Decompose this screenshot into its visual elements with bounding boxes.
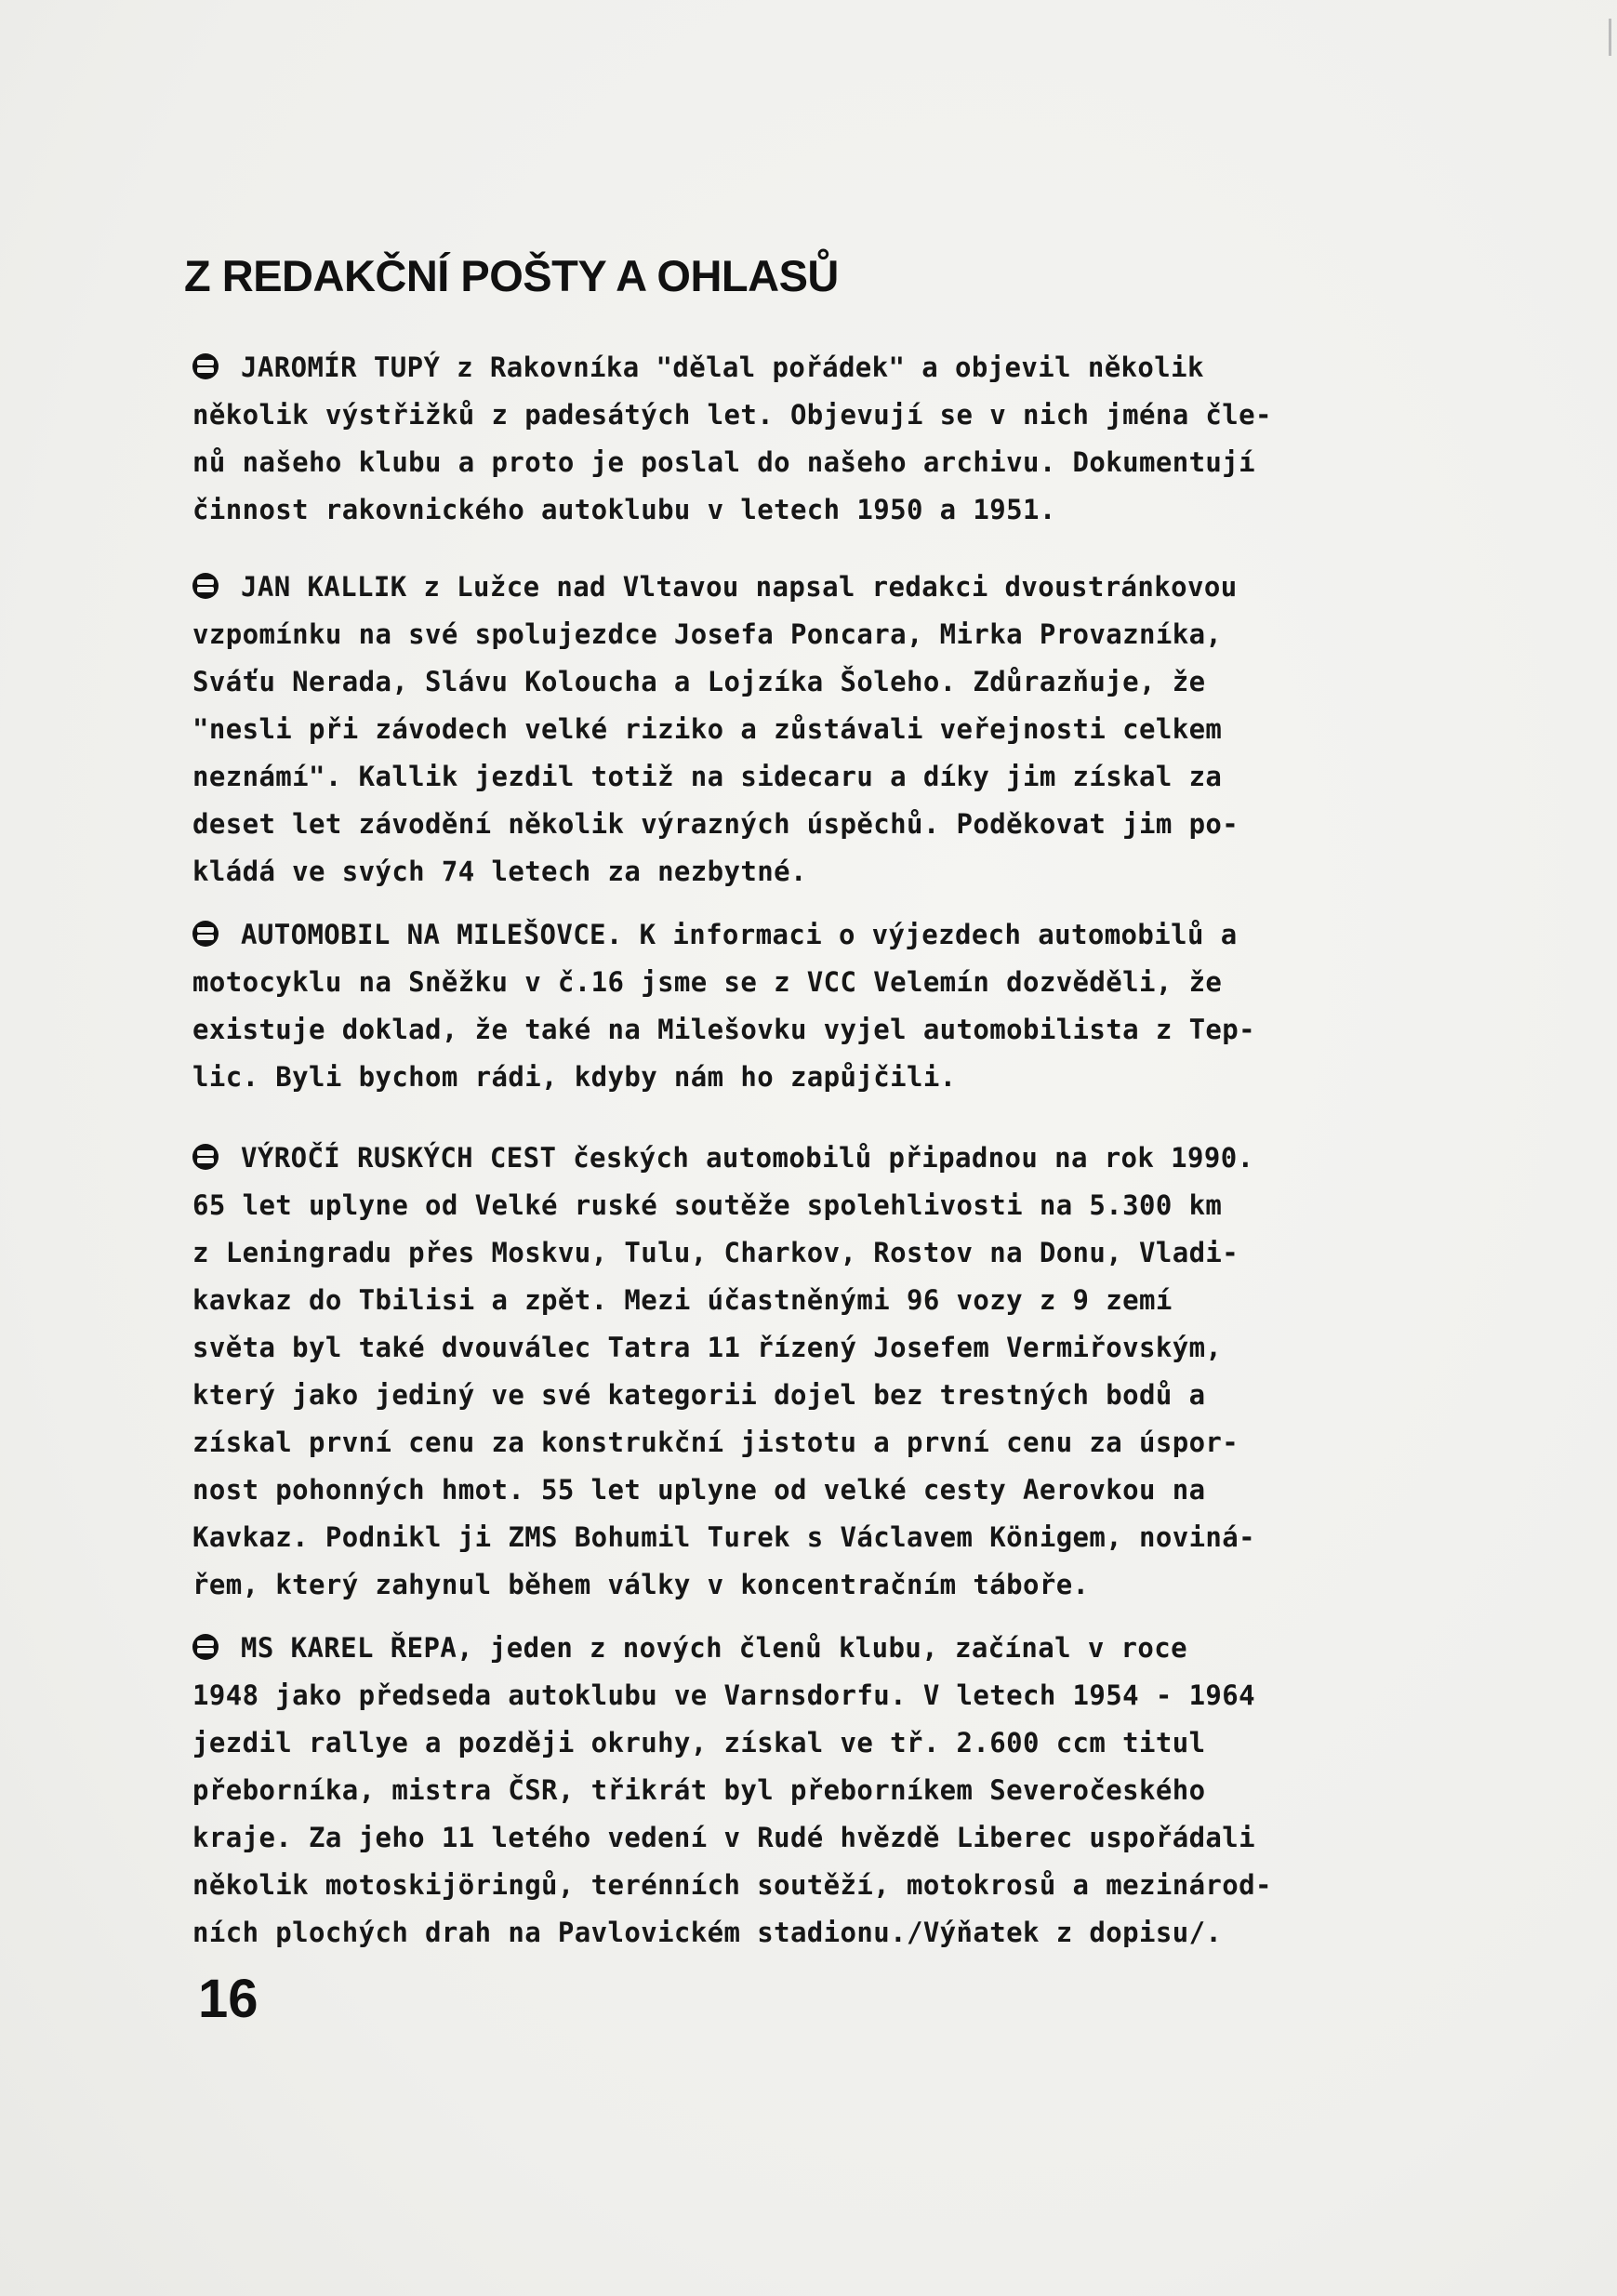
bullet-icon <box>192 921 219 947</box>
article-line: světa byl také dvouválec Tatra 11 řízený Josefem Vermiřovským, <box>192 1332 1223 1363</box>
article-line: "nesli při závodech velké riziko a zůstávali veřejnosti celkem <box>192 713 1223 745</box>
article-line: kraje. Za jeho 11 letého vedení v Rudé hvězdě Liberec uspořádali <box>192 1822 1256 1853</box>
article-jaromir-tupy <box>192 344 1420 534</box>
page-title: Z REDAKČNÍ POŠTY A OHLASŮ <box>184 251 839 301</box>
article-karel-repa <box>192 1625 1420 1957</box>
bullet-icon <box>192 573 219 599</box>
article-line: jezdil rallye a později okruhy, získal ve tř. 2.600 ccm titul <box>192 1727 1206 1758</box>
article-line: Kavkaz. Podnikl ji ZMS Bohumil Turek s Václavem Königem, noviná- <box>192 1521 1256 1553</box>
article-line: přeborníka, mistra ČSR, třikrát byl přeborníkem Severočeského <box>192 1774 1206 1806</box>
bullet-icon <box>192 1144 219 1170</box>
article-line: který jako jediný ve své kategorii dojel bez trestných bodů a <box>192 1379 1206 1411</box>
article-jan-kallik <box>192 564 1420 896</box>
article-line: ních plochých drah na Pavlovickém stadionu./Výňatek z dopisu/. <box>192 1917 1223 1948</box>
article-vyroci-ruskych-cest <box>192 1135 1420 1609</box>
article-line: vzpomínku na své spolujezdce Josefa Poncara, Mirka Provazníka, <box>192 618 1223 650</box>
bullet-icon <box>192 1634 219 1660</box>
article-line: několik motoskijöringů, terénních soutěží, motokrosů a mezinárod- <box>192 1869 1272 1901</box>
article-line: Sváťu Nerada, Slávu Koloucha a Lojzíka Šoleho. Zdůrazňuje, že <box>192 666 1206 697</box>
article-line: činnost rakovnického autoklubu v letech 1950 a 1951. <box>192 494 1056 525</box>
article-line: 1948 jako předseda autoklubu ve Varnsdorfu. V letech 1954 - 1964 <box>192 1679 1256 1711</box>
article-line: několik výstřižků z padesátých let. Objevují se v nich jména čle- <box>192 399 1272 431</box>
article-line: JAN KALLIK z Lužce nad Vltavou napsal redakci dvoustránkovou <box>192 564 1420 611</box>
article-line: lic. Byli bychom rádi, kdyby nám ho zapůjčili. <box>192 1061 957 1093</box>
article-line: získal první cenu za konstrukční jistotu a první cenu za úspor- <box>192 1427 1239 1458</box>
article-line: 65 let uplyne od Velké ruské soutěže spolehlivosti na 5.300 km <box>192 1189 1223 1221</box>
article-line: nost pohonných hmot. 55 let uplyne od velké cesty Aerovkou na <box>192 1474 1206 1506</box>
article-line: existuje doklad, že také na Milešovku vyjel automobilista z Tep- <box>192 1014 1256 1045</box>
bullet-icon <box>192 353 219 379</box>
article-line: JAROMÍR TUPÝ z Rakovníka "dělal pořádek" a objevil několik <box>192 344 1420 392</box>
article-line: řem, který zahynul během války v koncentračním táboře. <box>192 1569 1090 1600</box>
article-line: motocyklu na Sněžku v č.16 jsme se z VCC Velemín dozvěděli, že <box>192 966 1223 998</box>
page-number: 16 <box>198 1969 258 2029</box>
article-line: kládá ve svých 74 letech za nezbytné. <box>192 856 807 887</box>
article-line: neznámí". Kallik jezdil totiž na sidecaru a díky jim získal za <box>192 761 1223 792</box>
article-line: kavkaz do Tbilisi a zpět. Mezi účastněnými 96 vozy z 9 zemí <box>192 1284 1173 1316</box>
article-line: MS KAREL ŘEPA, jeden z nových členů klubu, začínal v roce <box>192 1625 1420 1672</box>
article-automobil-milesovka <box>192 911 1420 1101</box>
article-line: deset let závodění několik výrazných úspěchů. Poděkovat jim po- <box>192 808 1239 840</box>
article-line: nů našeho klubu a proto je poslal do našeho archivu. Dokumentují <box>192 446 1256 478</box>
article-line: z Leningradu přes Moskvu, Tulu, Charkov, Rostov na Donu, Vladi- <box>192 1237 1239 1268</box>
page-edge-mark <box>1609 19 1611 56</box>
article-line: AUTOMOBIL NA MILEŠOVCE. K informaci o výjezdech automobilů a <box>192 911 1420 959</box>
article-line: VÝROČÍ RUSKÝCH CEST českých automobilů připadnou na rok 1990. <box>192 1135 1420 1182</box>
